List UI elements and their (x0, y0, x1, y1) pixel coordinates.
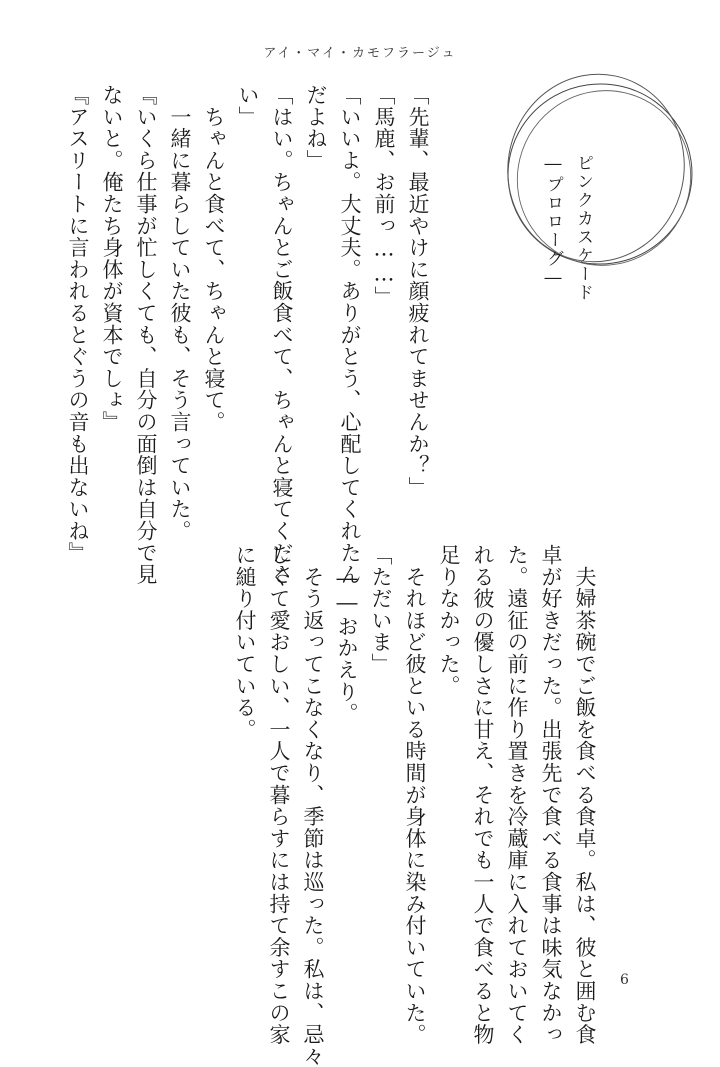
text-column: 「いいよ。大丈夫。ありがとう、心配してくれたん (338, 84, 362, 586)
text-column: 「先輩、最近やけに顔疲れてませんか？」 (406, 84, 430, 499)
text-column: に縋り付いている。 (233, 544, 257, 741)
text-column: それほど彼といる時間が身体に染み付いていた。 (403, 544, 427, 1046)
page-number: 6 (620, 972, 629, 988)
text-column: 『アスリートに言われるとぐうの音も出ないね』 (66, 84, 90, 564)
text-column: ないと。俺たち身体が資本でしょ』 (100, 84, 124, 433)
text-column: 「はい。ちゃんとご飯食べて、ちゃんと寝てくださ (270, 84, 294, 586)
body-text-upper (61, 84, 435, 586)
text-column: 一緒に暮らしていた彼も、そう言っていた。 (168, 84, 192, 542)
running-header: アイ・マイ・カモフラージュ (263, 46, 457, 61)
text-column: 「ただいま」 (369, 544, 393, 675)
text-column: れる彼の優しさに甘え、それでも一人で食べると物 (471, 544, 495, 1046)
text-column: だよね」 (304, 84, 328, 172)
text-column: 「馬鹿、お前っ……」 (372, 84, 396, 308)
chapter-title: ピンクカスケード (573, 154, 593, 302)
text-column: い」 (236, 84, 260, 128)
text-column: ちゃんと食べて、ちゃんと寝て。 (202, 84, 226, 433)
text-column: 夫婦茶碗でご飯を食べる食卓。私は、彼と囲む食 (573, 544, 597, 1046)
text-column: 卓が好きだった。出張先で食べる食事は味気なかっ (539, 544, 563, 1046)
text-column: そう返ってこなくなり、季節は巡った。私は、忌々 (301, 544, 325, 1067)
body-text-lower (228, 544, 602, 1067)
decorative-circles (500, 66, 700, 276)
text-column: 足りなかった。 (437, 544, 461, 697)
chapter-subtitle: ―プロローグ― (543, 154, 563, 290)
text-column: ――おかえり。 (335, 544, 359, 725)
text-column: た。遠征の前に作り置きを冷蔵庫に入れておいてく (505, 544, 529, 1046)
chapter-heading (538, 154, 598, 302)
text-column: しくて愛おしい、一人で暮らすには持て余すこの家 (267, 544, 291, 1046)
text-column: 『いくら仕事が忙しくても、自分の面倒は自分で見 (134, 84, 158, 586)
